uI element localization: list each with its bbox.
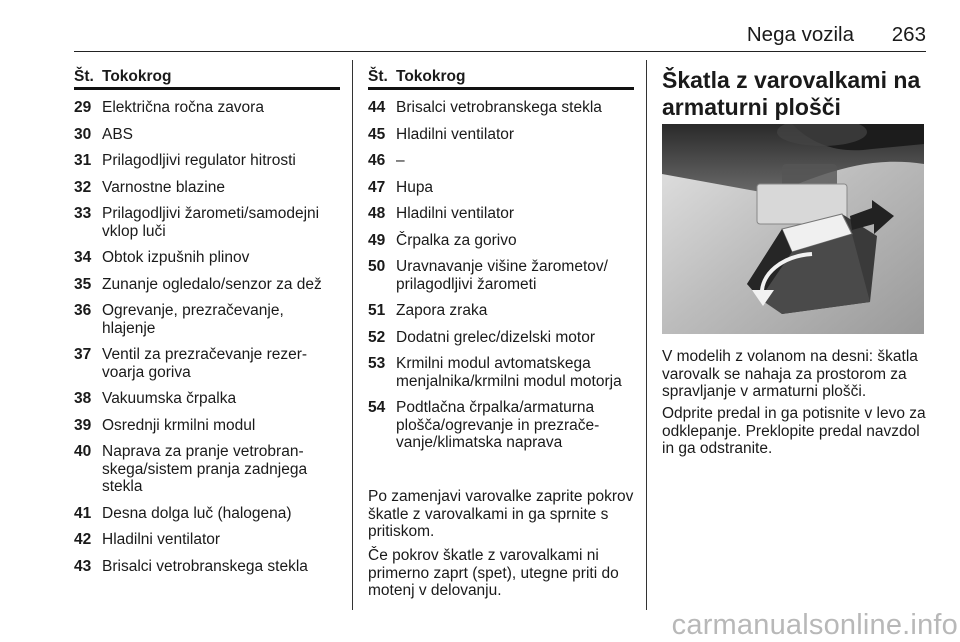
table-row <box>368 302 634 320</box>
row-num: 48 <box>368 205 386 222</box>
col-num-header: Št. <box>368 68 388 85</box>
table-row <box>74 249 340 267</box>
table-header <box>368 60 634 90</box>
col-name-header: Tokokrog <box>396 68 466 85</box>
col-name-header: Tokokrog <box>102 68 172 85</box>
fuse-table-right <box>368 60 634 452</box>
row-text: Električna ročna zavora <box>102 99 264 116</box>
table-header <box>74 60 340 90</box>
row-num: 39 <box>74 416 92 434</box>
table-row <box>74 99 340 117</box>
page-number: 263 <box>891 23 926 46</box>
table-row <box>368 232 634 250</box>
table-row <box>368 99 634 117</box>
row-text: Desna dolga luč (halogena) <box>102 504 292 522</box>
row-num: 35 <box>74 275 92 293</box>
row-text: Krmilni modul avtomatskega menjalnika/krmilni modul motorja <box>396 355 622 390</box>
row-text: Ventil za prezračevanje rezer-voarja goriva <box>102 346 308 381</box>
row-text: Hupa <box>396 178 434 196</box>
row-num: 42 <box>74 531 92 548</box>
row-text: Hladilni ventilator <box>102 531 221 548</box>
column-divider-1 <box>352 60 353 610</box>
col-num-header: Št. <box>74 68 94 85</box>
row-num: 34 <box>74 249 92 266</box>
table-row <box>368 258 634 293</box>
table-row <box>368 329 634 347</box>
row-num: 40 <box>74 443 92 460</box>
row-text: Zapora zraka <box>396 302 488 319</box>
row-text: Črpalka za gorivo <box>396 231 517 249</box>
row-num: 43 <box>74 557 92 575</box>
row-num: 37 <box>74 346 92 363</box>
glovebox-illustration <box>662 124 924 334</box>
row-num: 38 <box>74 390 92 407</box>
table-row <box>74 302 340 337</box>
row-text: Podtlačna črpalka/armaturna plošča/ogrevanje in prezrače-vanje/klimatska naprava <box>396 399 600 451</box>
row-num: 54 <box>368 399 386 416</box>
row-text: Naprava za pranje vetrobran-skega/sistem pranja zadnjega stekla <box>102 443 308 495</box>
watermark: carmanualsonline.info <box>671 609 958 641</box>
table-row <box>74 205 340 240</box>
row-text: Ogrevanje, prezračevanje, hlajenje <box>102 302 284 337</box>
row-text: – <box>396 152 405 169</box>
section-heading: Škatla z varovalkami na armaturni plošči <box>662 67 921 120</box>
row-text: Prilagodljivi regulator hitrosti <box>102 152 296 169</box>
paragraph-warning: Če pokrov škatle z varovalkami ni primerno zaprt (spet), utegne priti do motenj v delovanju. <box>368 547 619 599</box>
row-text: Brisalci vetrobranskega stekla <box>102 557 308 575</box>
table-row <box>368 126 634 144</box>
table-row <box>74 417 340 435</box>
table-row <box>74 558 340 576</box>
table-row <box>368 355 634 390</box>
table-row <box>74 276 340 294</box>
row-num: 29 <box>74 99 92 116</box>
table-row <box>74 531 340 549</box>
table-row <box>74 179 340 197</box>
row-num: 31 <box>74 152 92 169</box>
table-row <box>368 179 634 197</box>
row-text: Obtok izpušnih plinov <box>102 249 250 266</box>
page-header <box>74 0 926 52</box>
row-text: ABS <box>102 125 134 143</box>
row-num: 53 <box>368 355 386 372</box>
row-text: Vakuumska črpalka <box>102 390 237 407</box>
row-text: Hladilni ventilator <box>396 205 515 222</box>
row-num: 45 <box>368 125 386 143</box>
row-num: 36 <box>74 302 92 319</box>
fuse-box-photo <box>662 124 924 334</box>
row-text: Varnostne blazine <box>102 178 225 196</box>
row-num: 41 <box>74 504 92 522</box>
row-num: 51 <box>368 302 386 319</box>
row-text: Hladilni ventilator <box>396 125 515 143</box>
paragraph-close-cover: Po zamenjavi varovalke zaprite pokrov škatle z varovalkami in ga sprnite s pritiskom. <box>368 488 634 540</box>
table-row <box>74 390 340 408</box>
row-num: 46 <box>368 152 386 169</box>
row-text: Dodatni grelec/dizelski motor <box>396 328 596 346</box>
row-num: 49 <box>368 231 386 249</box>
row-text: Zunanje ogledalo/senzor za dež <box>102 275 322 293</box>
row-num: 33 <box>74 205 92 222</box>
table-row <box>74 152 340 170</box>
row-num: 30 <box>74 125 92 143</box>
table-row <box>368 152 634 170</box>
paragraph-instructions: Odprite predal in ga potisnite v levo za odklepanje. Preklopite predal navzdol in ga odstranite. <box>662 405 926 457</box>
row-num: 50 <box>368 258 386 275</box>
table-row <box>74 443 340 496</box>
table-row <box>368 399 634 452</box>
row-text: Uravnavanje višine žarometov/ prilagodljivi žarometi <box>396 258 608 293</box>
row-num: 47 <box>368 178 386 196</box>
row-text: Osrednji krmilni modul <box>102 416 256 434</box>
row-text: Brisalci vetrobranskega stekla <box>396 99 602 116</box>
row-num: 52 <box>368 328 386 346</box>
row-text: Prilagodljivi žarometi/samodejni vklop luči <box>102 205 320 240</box>
row-num: 44 <box>368 99 386 116</box>
table-row <box>74 505 340 523</box>
table-row <box>74 126 340 144</box>
column-divider-2 <box>646 60 647 610</box>
fuse-table-left <box>74 60 340 575</box>
header-title: Nega vozila <box>746 23 854 46</box>
row-num: 32 <box>74 178 92 196</box>
table-row <box>74 346 340 381</box>
paragraph-location: V modelih z volanom na desni: škatla varovalk se nahaja za prostorom za spravljanje v armaturni plošči. <box>662 348 918 400</box>
table-row <box>368 205 634 223</box>
